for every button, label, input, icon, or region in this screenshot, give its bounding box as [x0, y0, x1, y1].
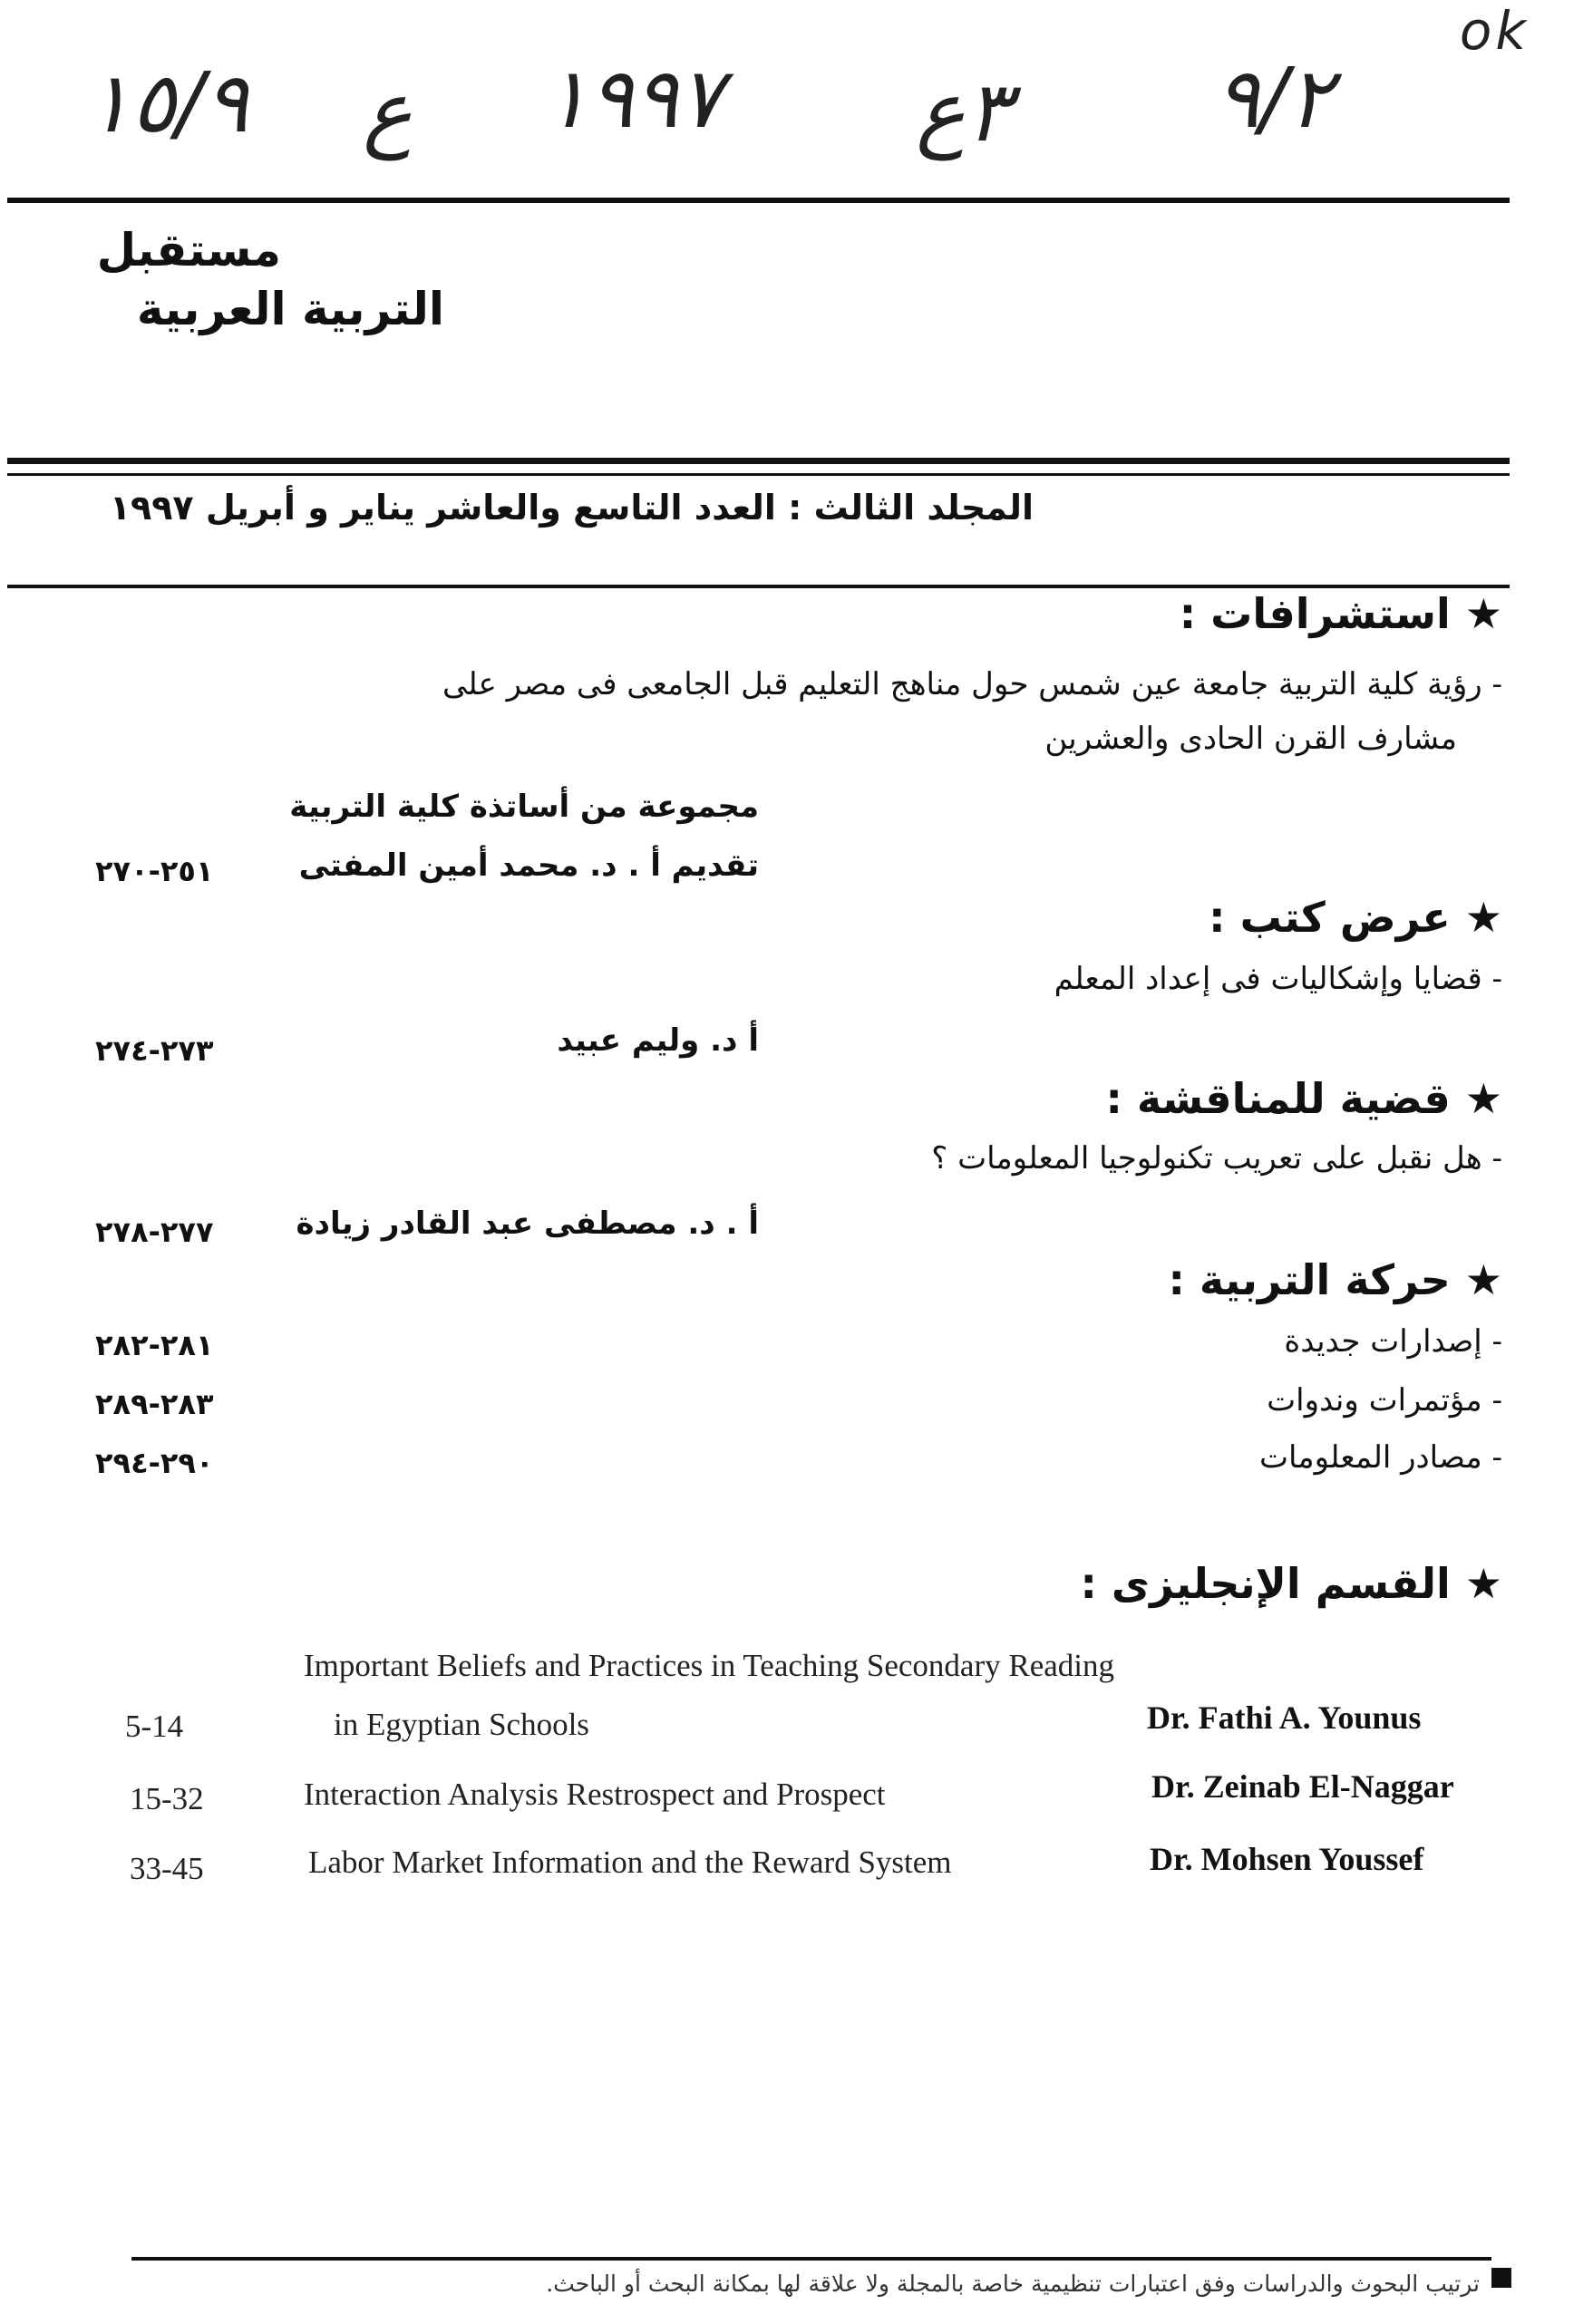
handwritten-date-day: ١٥/٩	[86, 54, 249, 151]
handwritten-date-mark: ع	[363, 63, 413, 160]
english-article-3-pages: 33-45	[130, 1851, 204, 1886]
discussion-author: أ . د. مصطفى عبد القادر زيادة	[296, 1206, 759, 1242]
header-rule-top	[7, 198, 1510, 203]
book-review-pages: ٢٧٣-٢٧٤	[95, 1033, 214, 1068]
english-article-2-author: Dr. Zeinab El-Naggar	[1151, 1768, 1454, 1805]
footer-rule	[131, 2257, 1491, 2261]
section-heading-english: ★ القسم الإنجليزى :	[1080, 1559, 1502, 1608]
header-rule-bottom	[7, 585, 1510, 588]
english-article-1-pages: 5-14	[125, 1709, 184, 1744]
section-heading-book-review: ★ عرض كتب :	[1209, 893, 1502, 942]
foresight-author-intro: تقديم أ . د. محمد أمين المفتى	[298, 847, 759, 884]
handwritten-year: ١٩٩٧	[544, 50, 724, 147]
header-rule-middle-thin	[7, 473, 1510, 476]
english-article-1-title-line2: in Egyptian Schools	[334, 1707, 589, 1742]
book-review-item: - قضايا وإشكاليات فى إعداد المعلم	[1054, 961, 1502, 997]
movement-pages-conferences: ٢٨٣-٢٨٩	[95, 1387, 214, 1421]
movement-item-info-sources: - مصادر المعلومات	[1259, 1439, 1502, 1476]
discussion-item: - هل نقبل على تعريب تكنولوجيا المعلومات ؟	[931, 1140, 1502, 1177]
journal-title-line2: التربية العربية	[136, 283, 444, 335]
english-article-1-author: Dr. Fathi A. Younus	[1147, 1699, 1422, 1736]
movement-pages-info-sources: ٢٩٠-٢٩٤	[95, 1446, 214, 1480]
header-rule-middle	[7, 458, 1510, 464]
handwritten-fraction: ٩/٢	[1215, 50, 1333, 147]
footer-square-bullet	[1491, 2268, 1511, 2288]
issue-line: المجلد الثالث : العدد التاسع والعاشر يناير و أبريل ١٩٩٧	[109, 488, 1034, 528]
handwritten-issue-code: ٣ع	[916, 63, 1011, 160]
foresight-author-group: مجموعة من أساتذة كلية التربية	[289, 789, 759, 825]
discussion-pages: ٢٧٧-٢٧٨	[95, 1215, 214, 1249]
section-heading-discussion: ★ قضية للمناقشة :	[1105, 1074, 1502, 1123]
movement-item-conferences: - مؤتمرات وندوات	[1267, 1382, 1502, 1419]
english-article-2-title: Interaction Analysis Restrospect and Prospect	[304, 1777, 886, 1812]
handwritten-note-ok: ok	[1459, 0, 1530, 62]
footer-note: ترتيب البحوث والدراسات وفق اعتبارات تنظيمية خاصة بالمجلة ولا علاقة لها بمكانة البحث أو الباحث.	[546, 2271, 1480, 2297]
english-article-3-title: Labor Market Information and the Reward System	[308, 1845, 952, 1880]
foresight-item-line2: مشارف القرن الحادى والعشرين	[1044, 721, 1457, 757]
journal-title-line1: مستقبل	[96, 224, 281, 276]
english-article-3-author: Dr. Mohsen Youssef	[1150, 1841, 1424, 1877]
section-heading-education-movement: ★ حركة التربية :	[1168, 1255, 1502, 1304]
movement-item-new-releases: - إصدارات جديدة	[1284, 1323, 1502, 1360]
foresight-pages: ٢٥١-٢٧٠	[95, 854, 214, 888]
foresight-item-line1: - رؤية كلية التربية جامعة عين شمس حول مناهج التعليم قبل الجامعى فى مصر على	[442, 666, 1502, 702]
movement-pages-new-releases: ٢٨١-٢٨٢	[95, 1328, 214, 1362]
section-heading-foresight: ★ استشرافات :	[1179, 589, 1502, 638]
english-article-1-title-line1: Important Beliefs and Practices in Teaching Secondary Reading	[304, 1648, 1114, 1683]
book-review-author: أ د. وليم عبيد	[557, 1022, 759, 1059]
english-article-2-pages: 15-32	[130, 1781, 204, 1816]
